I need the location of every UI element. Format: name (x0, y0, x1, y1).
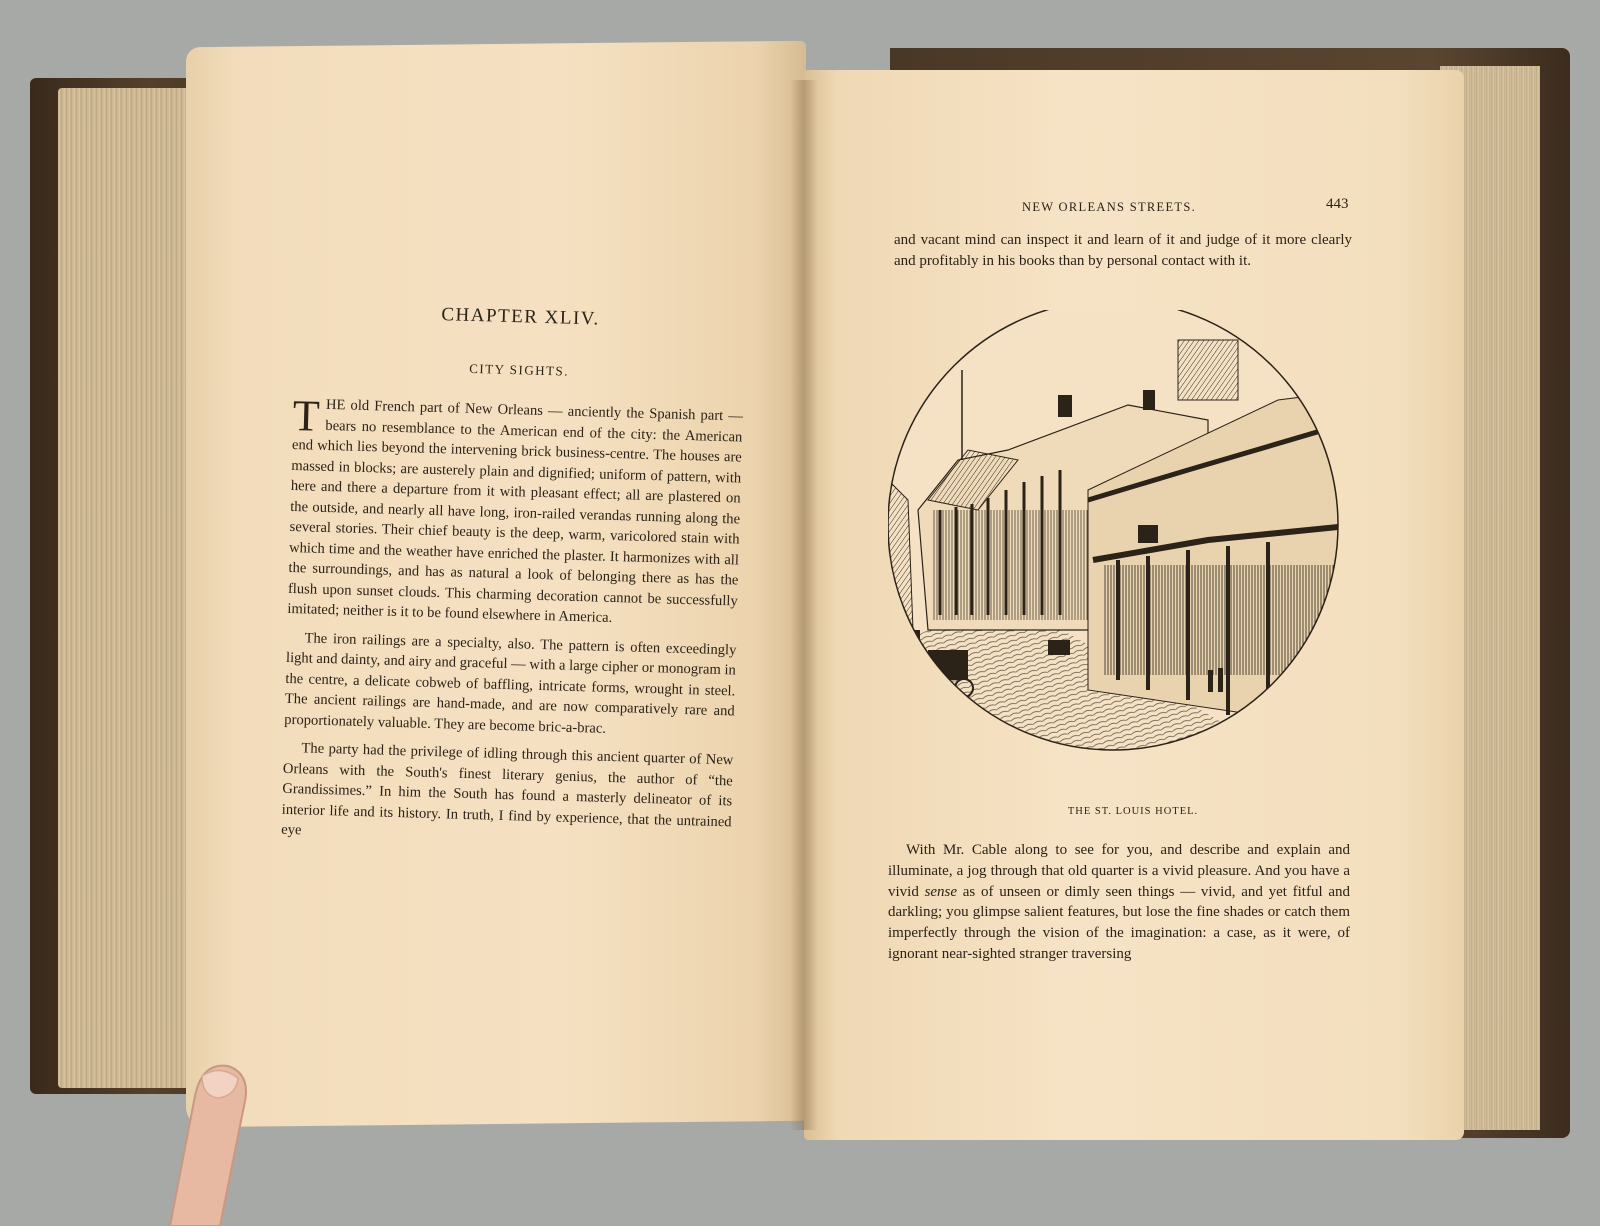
right-page-bottom-text (888, 840, 1350, 965)
left-page-text (281, 300, 746, 861)
emphasized-word: sense (924, 883, 958, 900)
illustration-caption: THE ST. LOUIS HOTEL. (1067, 806, 1199, 817)
finger (140, 1056, 260, 1226)
paragraph-1-text: HE old French part of New Orleans — anciently the Spanish part — bears no resemblance to the American end of the city: the American end which lies beyond the intervening brick business-centre. The houses are massed in blocks; are austerely plain and dignified; uniform of pattern, with here and there a departure from it with pleasant effect; all are plastered on the outside, and nearly all have long, iron-railed verandas running along the several stories. Their chief beauty is the deep, warm, varicolored stain with which time and the weather have enriched the plaster. It harmonizes with all the surroundings, and has as natural a look of belonging there as has the flush upon sunset clouds. This charming decoration cannot be successfully imitated; neither is it to be found elsewhere in America. (287, 396, 744, 626)
right-page-top-text (894, 230, 1352, 272)
paragraph-1 (287, 390, 744, 632)
right-paragraph-continued: and vacant mind can inspect it and learn of it and judge of it more clearly and profitably in his books than by personal contact with it. (894, 232, 1352, 269)
right-paragraph-2-end: as of unseen or dimly seen things — vivid, and yet fitful and darkling; you glimpse salient features, but lose the fine shades or catch them imperfectly through the vision of the imagination: a case, as it were, of ignorant near-sighted stranger traversing (888, 883, 1351, 962)
paragraph-3: The party had the privilege of idling through this ancient quarter of New Orleans with the South's finest literary genius, the author of “the Grandissimes.” In him the South has found a masterly delineator of its interior life and its history. In truth, I find by experience, that the untrained eye (280, 740, 734, 839)
book-gutter (790, 80, 818, 1130)
right-paragraph-2-start: With Mr. Cable along to see for you, and describe and explain and illuminate, a jog through that old quarter is a vivid pleasure. And you have a vivid (888, 842, 1350, 900)
running-head: NEW ORLEANS STREETS. (1022, 200, 1197, 214)
paragraph-2: The iron railings are a specialty, also. The pattern is often exceedingly light and dainty, and airy and graceful — with a large cipher or monogram in the centre, a delicate cobweb of baffling, intricate forms, wrought in steel. The ancient railings are hand-made, and are now comparatively rare and proportionately valuable. They are become bric-a-brac. (284, 629, 737, 737)
chapter-title: CHAPTER XLIV. (441, 304, 601, 330)
right-paragraph-2 (888, 840, 1350, 965)
st-louis-hotel-engraving (888, 310, 1358, 800)
page-number: 443 (1326, 196, 1349, 212)
drop-cap: T (292, 390, 321, 441)
chapter-subtitle: CITY SIGHTS. (469, 360, 570, 379)
